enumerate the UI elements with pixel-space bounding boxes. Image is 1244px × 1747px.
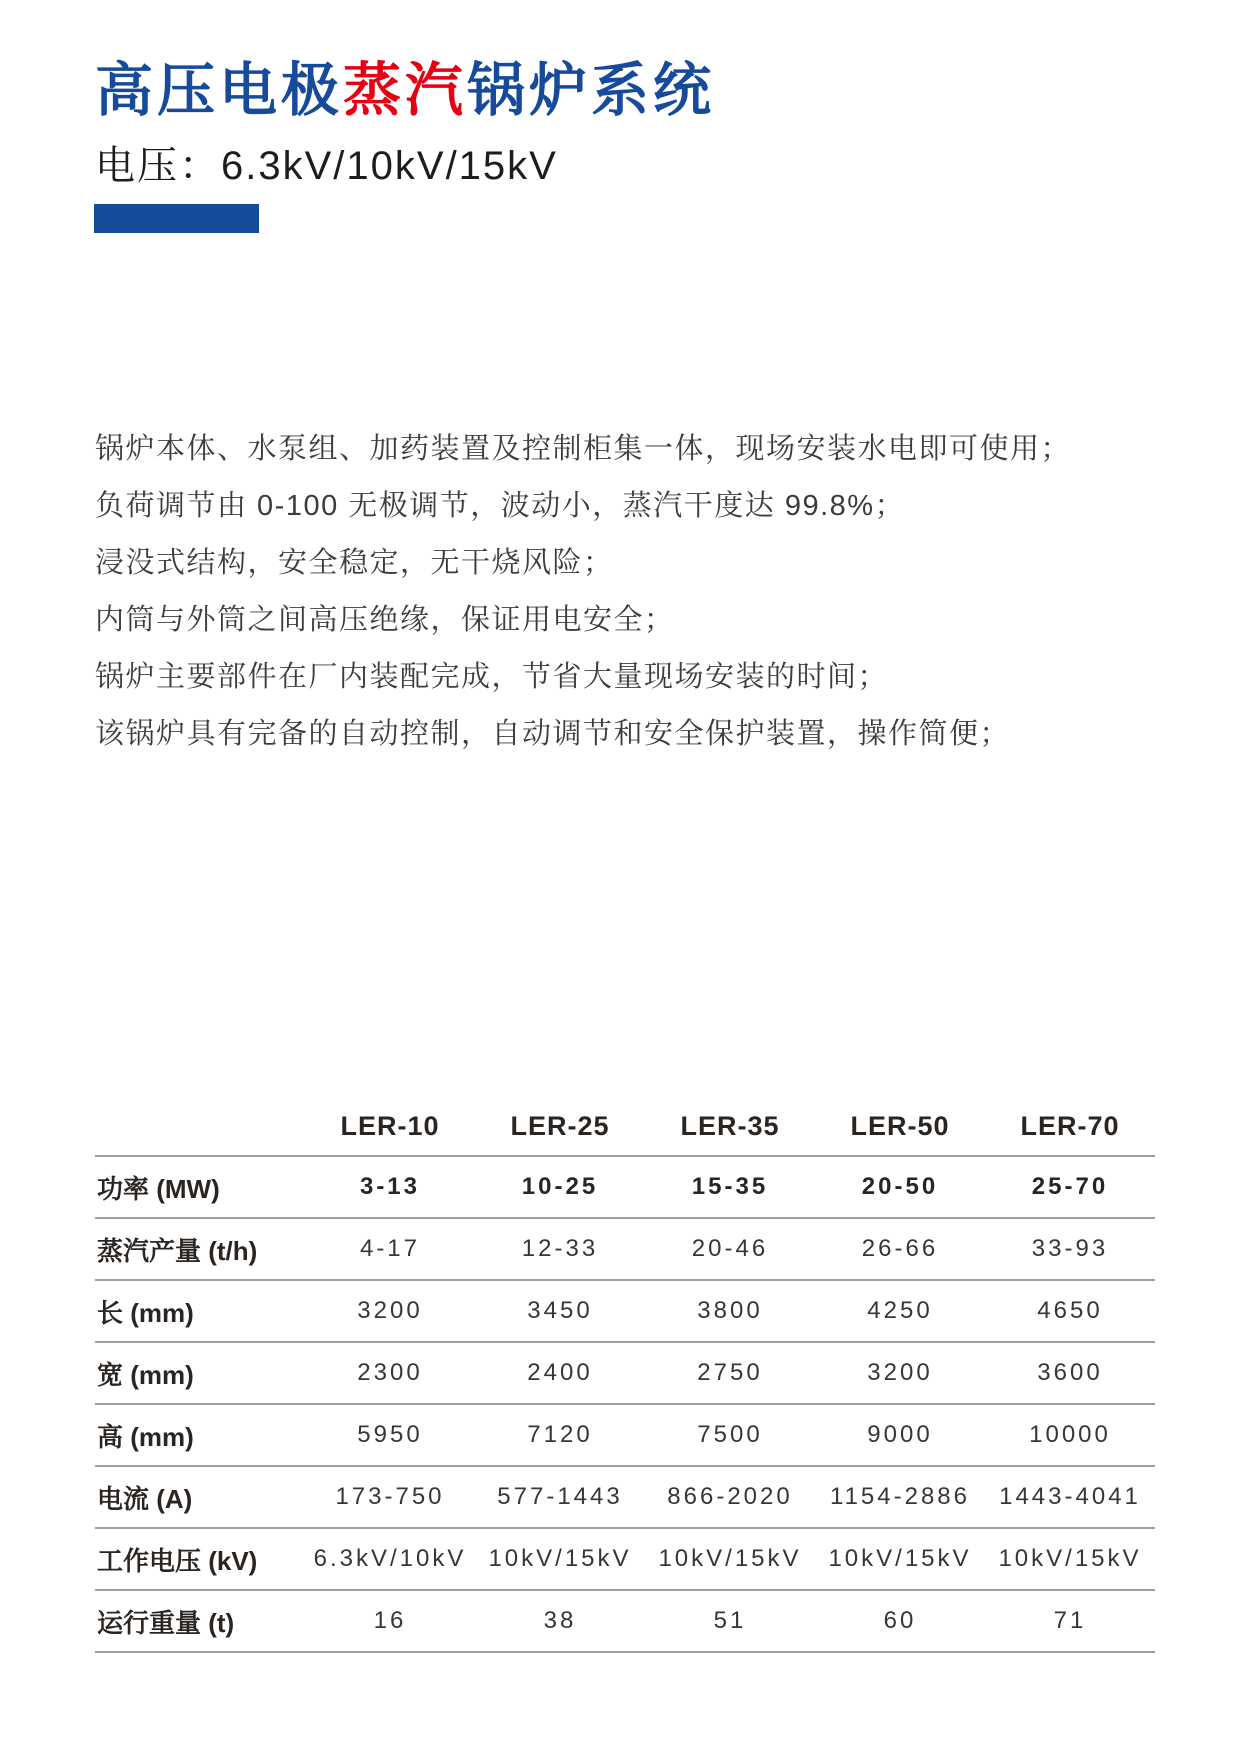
spec-value: 1154-2886 bbox=[815, 1466, 985, 1528]
spec-value: 38 bbox=[475, 1590, 645, 1652]
spec-value: 3450 bbox=[475, 1280, 645, 1342]
spec-value: 12-33 bbox=[475, 1218, 645, 1280]
spec-value: 2300 bbox=[305, 1342, 475, 1404]
spec-value: 5950 bbox=[305, 1404, 475, 1466]
spec-value: 15-35 bbox=[645, 1156, 815, 1218]
table-corner-cell bbox=[95, 1098, 305, 1156]
feature-item: 锅炉本体、水泵组、加药装置及控制柜集一体，现场安装水电即可使用； bbox=[95, 433, 1072, 465]
row-label: 蒸汽产量 (t/h) bbox=[95, 1218, 305, 1280]
page-title bbox=[95, 58, 715, 125]
spec-value: 3-13 bbox=[305, 1156, 475, 1218]
spec-value: 10-25 bbox=[475, 1156, 645, 1218]
table-row bbox=[95, 1404, 1155, 1466]
model-header: LER-25 bbox=[510, 1111, 610, 1141]
spec-value: 26-66 bbox=[815, 1218, 985, 1280]
spec-value: 60 bbox=[815, 1590, 985, 1652]
spec-value: 10kV/15kV bbox=[985, 1528, 1155, 1590]
row-label: 运行重量 (t) bbox=[95, 1590, 305, 1652]
spec-value: 173-750 bbox=[305, 1466, 475, 1528]
spec-value: 3200 bbox=[815, 1342, 985, 1404]
table-row bbox=[95, 1280, 1155, 1342]
feature-item: 锅炉主要部件在厂内装配完成，节省大量现场安装的时间； bbox=[95, 661, 889, 693]
spec-value: 10kV/15kV bbox=[475, 1528, 645, 1590]
title-segment-1: 高压电极 bbox=[95, 58, 344, 123]
spec-value: 10000 bbox=[985, 1404, 1155, 1466]
table-row bbox=[95, 1342, 1155, 1404]
model-header: LER-35 bbox=[680, 1111, 780, 1141]
feature-item: 浸没式结构，安全稳定，无干烧风险； bbox=[95, 547, 614, 579]
spec-value: 866-2020 bbox=[645, 1466, 815, 1528]
feature-item: 内筒与外筒之间高压绝缘，保证用电安全； bbox=[95, 604, 675, 636]
spec-value: 577-1443 bbox=[475, 1466, 645, 1528]
row-label: 高 (mm) bbox=[95, 1404, 305, 1466]
spec-value: 3800 bbox=[645, 1280, 815, 1342]
spec-value: 4-17 bbox=[305, 1218, 475, 1280]
spec-value: 33-93 bbox=[985, 1218, 1155, 1280]
title-segment-2: 蒸汽 bbox=[343, 58, 468, 123]
spec-value: 4650 bbox=[985, 1280, 1155, 1342]
title-segment-3: 锅炉系统 bbox=[467, 58, 716, 123]
spec-value: 1443-4041 bbox=[985, 1466, 1155, 1528]
spec-value: 7500 bbox=[645, 1404, 815, 1466]
model-header: LER-50 bbox=[850, 1111, 950, 1141]
row-label: 功率 (MW) bbox=[95, 1156, 305, 1218]
accent-bar bbox=[94, 204, 259, 233]
spec-value: 2750 bbox=[645, 1342, 815, 1404]
spec-value: 51 bbox=[645, 1590, 815, 1652]
spec-value: 7120 bbox=[475, 1404, 645, 1466]
spec-value: 10kV/15kV bbox=[815, 1528, 985, 1590]
model-header: LER-10 bbox=[340, 1111, 440, 1141]
model-header-row bbox=[95, 1098, 1155, 1156]
table-row bbox=[95, 1218, 1155, 1280]
spec-value: 71 bbox=[985, 1590, 1155, 1652]
table-row bbox=[95, 1528, 1155, 1590]
spec-value: 6.3kV/10kV bbox=[305, 1528, 475, 1590]
row-label: 工作电压 (kV) bbox=[95, 1528, 305, 1590]
table-row bbox=[95, 1466, 1155, 1528]
table-row bbox=[95, 1156, 1155, 1218]
spec-value: 25-70 bbox=[985, 1156, 1155, 1218]
spec-value: 20-50 bbox=[815, 1156, 985, 1218]
spec-value: 10kV/15kV bbox=[645, 1528, 815, 1590]
feature-item: 负荷调节由 0-100 无极调节，波动小，蒸汽干度达 99.8%； bbox=[95, 490, 906, 522]
row-label: 长 (mm) bbox=[95, 1280, 305, 1342]
spec-value: 4250 bbox=[815, 1280, 985, 1342]
table-row bbox=[95, 1590, 1155, 1652]
row-label: 宽 (mm) bbox=[95, 1342, 305, 1404]
spec-value: 9000 bbox=[815, 1404, 985, 1466]
voltage-subtitle: 电压：6.3kV/10kV/15kV bbox=[95, 144, 558, 188]
feature-list bbox=[95, 421, 1170, 763]
spec-value: 2400 bbox=[475, 1342, 645, 1404]
row-label: 电流 (A) bbox=[95, 1466, 305, 1528]
spec-value: 20-46 bbox=[645, 1218, 815, 1280]
spec-table bbox=[95, 1098, 1155, 1653]
spec-value: 3200 bbox=[305, 1280, 475, 1342]
model-header: LER-70 bbox=[1020, 1111, 1120, 1141]
feature-item: 该锅炉具有完备的自动控制，自动调节和安全保护装置，操作简便； bbox=[95, 718, 1011, 750]
spec-value: 16 bbox=[305, 1590, 475, 1652]
spec-value: 3600 bbox=[985, 1342, 1155, 1404]
